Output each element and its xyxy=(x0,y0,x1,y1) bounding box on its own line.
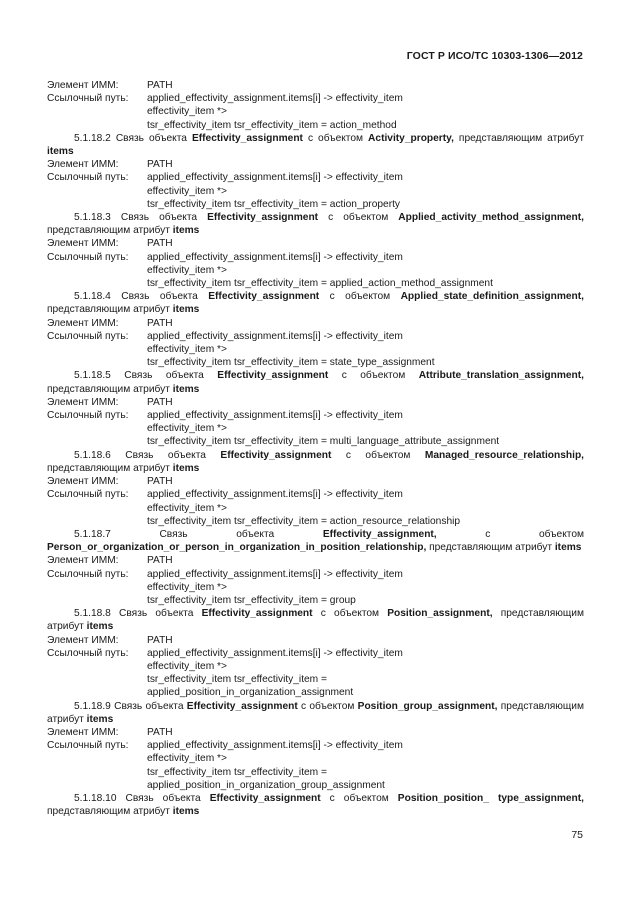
heading-entity: Effectivity_assignment xyxy=(201,608,313,620)
mapping-label: Ссылочный путь: xyxy=(47,93,129,105)
mapping-row xyxy=(47,488,584,501)
mapping-value: applied_effectivity_assignment.items[i] -> effectivity_item xyxy=(147,330,403,342)
mapping-continuation: effectivity_item *> xyxy=(147,106,227,118)
section-heading xyxy=(47,449,584,475)
mapping-row xyxy=(47,634,584,647)
heading-text: 5.1.18.6 Связь объекта xyxy=(74,449,221,461)
heading-entity: items xyxy=(172,462,200,474)
mapping-label: Элемент ИММ: xyxy=(47,555,119,567)
section-heading xyxy=(47,369,584,395)
mapping-value: applied_effectivity_assignment.items[i] -> effectivity_item xyxy=(147,172,403,184)
heading-entity: items xyxy=(47,146,74,158)
heading-text: представляющим атрибут xyxy=(47,806,173,818)
mapping-continuation: tsr_effectivity_item tsr_effectivity_item = action_resource_relationship xyxy=(147,515,461,527)
section-heading xyxy=(47,211,584,237)
heading-text: 5.1.18.5 Связь объекта xyxy=(74,370,218,382)
mapping-row xyxy=(47,568,584,581)
mapping-value: PATH xyxy=(147,238,173,250)
heading-text: представляющим атрибут xyxy=(426,542,555,554)
mapping-value: PATH xyxy=(147,476,173,488)
mapping-row xyxy=(47,317,584,330)
heading-text: 5.1.18.7 Связь объекта xyxy=(74,528,323,540)
mapping-continuation: tsr_effectivity_item tsr_effectivity_item = multi_language_attribute_assignment xyxy=(147,436,500,448)
heading-text: с объектом xyxy=(328,370,419,382)
page-number: 75 xyxy=(571,829,583,841)
mapping-row xyxy=(47,158,584,171)
mapping-value: PATH xyxy=(147,317,173,329)
mapping-row xyxy=(47,79,584,92)
mapping-label: Элемент ИММ: xyxy=(47,238,119,250)
heading-entity: Managed_resource_relationship, xyxy=(424,449,584,461)
heading-text: с объектом xyxy=(319,291,401,303)
mapping-block xyxy=(47,396,584,449)
mapping-value: PATH xyxy=(147,80,173,91)
heading-text: 5.1.18.9 Связь объекта xyxy=(74,700,187,712)
mapping-row xyxy=(47,726,584,739)
heading-text: представляющим атрибут xyxy=(47,700,584,725)
mapping-continuation: tsr_effectivity_item tsr_effectivity_item = group xyxy=(147,594,356,606)
mapping-label: Ссылочный путь: xyxy=(47,647,129,659)
heading-text: 5.1.18.2 Связь объекта xyxy=(74,132,192,144)
section-heading xyxy=(47,792,584,818)
heading-text: с объектом xyxy=(436,528,584,540)
mapping-value: PATH xyxy=(147,555,173,567)
heading-entity: Effectivity_assignment xyxy=(220,449,332,461)
mapping-block xyxy=(47,158,584,211)
document-header: ГОСТ Р ИСО/ТС 10303-1306—2012 xyxy=(406,50,583,62)
heading-entity: Activity_property, xyxy=(368,132,454,144)
mapping-label: Ссылочный путь: xyxy=(47,410,129,422)
section-heading xyxy=(47,528,584,554)
mapping-continuation: applied_position_in_organization_group_assignment xyxy=(147,779,385,791)
mapping-continuation: effectivity_item *> xyxy=(147,185,227,197)
heading-entity: items xyxy=(554,542,582,554)
heading-entity: Effectivity_assignment xyxy=(191,132,303,144)
mapping-block xyxy=(47,726,584,792)
mapping-continuation: effectivity_item *> xyxy=(147,264,227,276)
mapping-label: Ссылочный путь: xyxy=(47,330,129,342)
mapping-continuation: tsr_effectivity_item tsr_effectivity_item = xyxy=(147,674,327,686)
heading-text: с объектом xyxy=(312,608,388,620)
document-body xyxy=(47,79,584,818)
heading-entity: items xyxy=(172,225,200,237)
mapping-continuation: tsr_effectivity_item tsr_effectivity_item = applied_action_method_assignment xyxy=(147,278,493,290)
mapping-value: applied_effectivity_assignment.items[i] -> effectivity_item xyxy=(147,740,403,752)
mapping-label: Элемент ИММ: xyxy=(47,476,119,488)
mapping-row xyxy=(47,739,584,752)
mapping-block xyxy=(47,317,584,370)
mapping-value: applied_effectivity_assignment.items[i] -> effectivity_item xyxy=(147,93,403,105)
mapping-continuation: effectivity_item *> xyxy=(147,753,227,765)
heading-text: с объектом xyxy=(320,792,398,804)
heading-entity: items xyxy=(86,713,114,725)
section-heading xyxy=(47,290,584,316)
mapping-label: Элемент ИММ: xyxy=(47,159,119,171)
mapping-row xyxy=(47,237,584,250)
heading-text: с объектом xyxy=(331,449,425,461)
mapping-row xyxy=(47,475,584,488)
mapping-row xyxy=(47,554,584,567)
mapping-value: applied_effectivity_assignment.items[i] -> effectivity_item xyxy=(147,489,403,501)
mapping-value: applied_effectivity_assignment.items[i] -> effectivity_item xyxy=(147,568,403,580)
heading-text: представляющим атрибут xyxy=(47,304,173,316)
mapping-block xyxy=(47,475,584,528)
heading-text: 5.1.18.3 Связь объекта xyxy=(74,212,208,224)
heading-entity: Position_group_assignment, xyxy=(357,700,498,712)
mapping-continuation: tsr_effectivity_item tsr_effectivity_item = action_method xyxy=(147,119,397,131)
mapping-row xyxy=(47,409,584,422)
mapping-label: Элемент ИММ: xyxy=(47,726,119,738)
heading-text: с объектом xyxy=(297,700,358,712)
mapping-label: Элемент ИММ: xyxy=(47,317,119,329)
mapping-label: Ссылочный путь: xyxy=(47,172,129,184)
mapping-label: Ссылочный путь: xyxy=(47,568,129,580)
heading-entity: items xyxy=(172,304,200,316)
mapping-continuation: effectivity_item *> xyxy=(147,344,227,356)
heading-text: 5.1.18.8 Связь объекта xyxy=(74,608,202,620)
section-heading xyxy=(47,607,584,633)
mapping-continuation: effectivity_item *> xyxy=(147,660,227,672)
heading-text: с объектом xyxy=(318,212,399,224)
heading-text: представляющим атрибут xyxy=(47,462,173,474)
mapping-block xyxy=(47,79,584,132)
mapping-continuation: tsr_effectivity_item tsr_effectivity_item = state_type_assignment xyxy=(147,357,435,369)
mapping-row xyxy=(47,171,584,184)
heading-entity: Attribute_translation_assignment, xyxy=(418,370,584,382)
heading-text: 5.1.18.10 Связь объекта xyxy=(74,792,210,804)
mapping-block xyxy=(47,634,584,700)
mapping-continuation: applied_position_in_organization_assignment xyxy=(147,687,354,699)
heading-entity: items xyxy=(172,806,200,818)
heading-entity: Applied_state_definition_assignment, xyxy=(400,291,584,303)
heading-entity: Effectivity_assignment xyxy=(207,212,319,224)
heading-entity: Position_assignment, xyxy=(387,608,493,620)
mapping-label: Элемент ИММ: xyxy=(47,80,119,91)
mapping-value: PATH xyxy=(147,159,173,171)
heading-text: представляющим атрибут xyxy=(47,383,173,395)
mapping-label: Элемент ИММ: xyxy=(47,396,119,408)
heading-text: с объектом xyxy=(302,132,369,144)
mapping-continuation: effectivity_item *> xyxy=(147,502,227,514)
heading-text: представляющим атрибут xyxy=(47,225,173,237)
mapping-value: applied_effectivity_assignment.items[i] -> effectivity_item xyxy=(147,410,403,422)
mapping-block xyxy=(47,554,584,607)
heading-entity: Effectivity_assignment xyxy=(186,700,298,712)
heading-entity: Effectivity_assignment xyxy=(208,291,320,303)
mapping-row xyxy=(47,647,584,660)
mapping-continuation: tsr_effectivity_item tsr_effectivity_item = action_property xyxy=(147,198,401,210)
heading-entity: Applied_activity_method_assignment, xyxy=(398,212,584,224)
mapping-label: Элемент ИММ: xyxy=(47,634,119,646)
heading-text: представляющим атрибут xyxy=(453,132,585,144)
mapping-value: PATH xyxy=(147,396,173,408)
heading-entity: Person_or_organization_or_person_in_organization_in_position_relationship, xyxy=(47,542,427,554)
mapping-label: Ссылочный путь: xyxy=(47,489,129,501)
mapping-value: applied_effectivity_assignment.items[i] -> effectivity_item xyxy=(147,251,403,263)
mapping-value: PATH xyxy=(147,634,173,646)
mapping-row xyxy=(47,396,584,409)
heading-entity: Position_position_ type_assignment, xyxy=(397,792,584,804)
mapping-continuation: effectivity_item *> xyxy=(147,581,227,593)
heading-entity: items xyxy=(86,621,114,633)
section-heading xyxy=(47,132,584,158)
mapping-row xyxy=(47,251,584,264)
heading-entity: items xyxy=(172,383,200,395)
mapping-label: Ссылочный путь: xyxy=(47,740,129,752)
heading-text: 5.1.18.4 Связь объекта xyxy=(74,291,209,303)
heading-entity: Effectivity_assignment xyxy=(217,370,329,382)
mapping-row xyxy=(47,92,584,105)
heading-entity: Effectivity_assignment, xyxy=(322,528,437,540)
mapping-value: PATH xyxy=(147,726,173,738)
heading-text: представляющим атрибут xyxy=(47,608,584,633)
mapping-label: Ссылочный путь: xyxy=(47,251,129,263)
mapping-continuation: tsr_effectivity_item tsr_effectivity_item = xyxy=(147,766,327,778)
heading-entity: Effectivity_assignment xyxy=(209,792,321,804)
mapping-continuation: effectivity_item *> xyxy=(147,423,227,435)
mapping-row xyxy=(47,330,584,343)
mapping-value: applied_effectivity_assignment.items[i] -> effectivity_item xyxy=(147,647,403,659)
section-heading xyxy=(47,700,584,726)
mapping-block xyxy=(47,237,584,290)
